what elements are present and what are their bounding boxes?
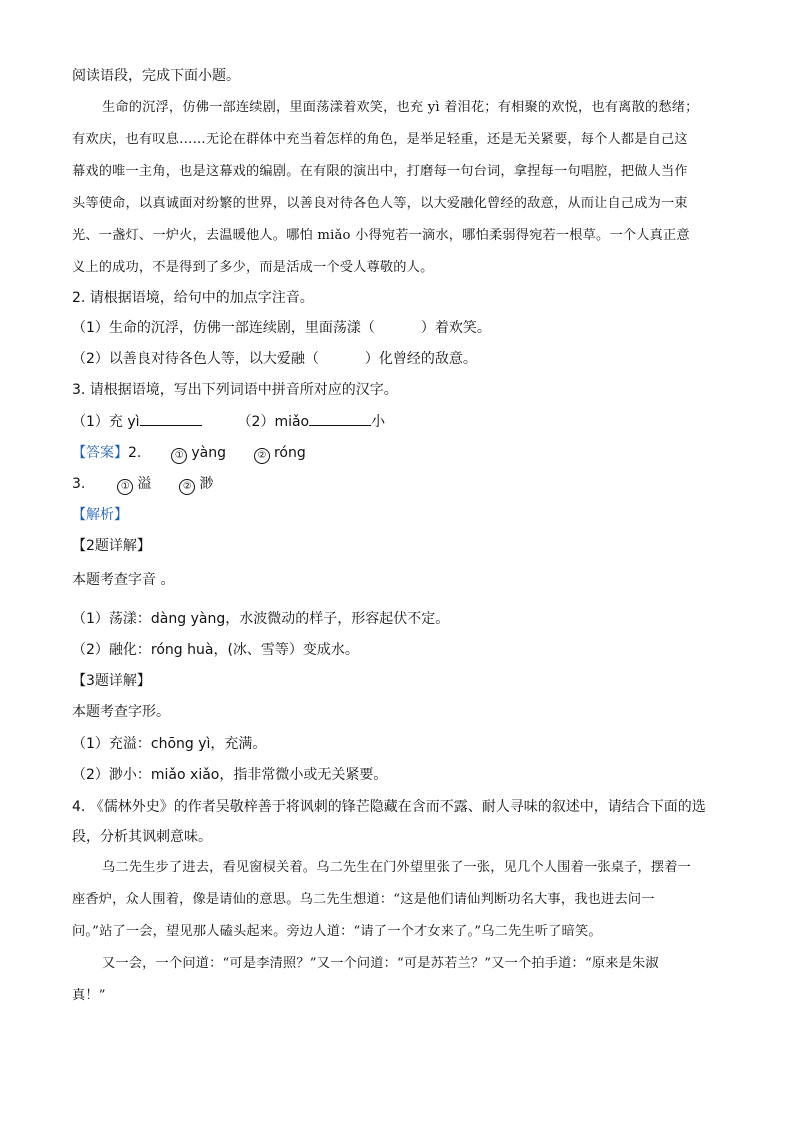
question-2-title: 2. 请根据语境，给句中的加点字注音。 <box>72 290 314 306</box>
circled-two-marker: ② <box>254 448 270 464</box>
circled-two-marker: ② <box>179 479 195 495</box>
q3-detail-item-1: （1）充溢：chōng yì，充满。 <box>72 736 267 752</box>
answer-3-num: 3. <box>72 476 86 492</box>
q3-detail-item-2: （2）渺小：miǎo xiǎo，指非常微小或无关紧要。 <box>72 767 388 783</box>
q2-detail-intro: 本题考查字音 。 <box>72 572 175 588</box>
q2-item1-text-b: ）着欢笑。 <box>420 320 491 336</box>
circled-one-marker: ① <box>117 479 133 495</box>
passage-line-4: 头等使命，以真诚面对纷繁的世界，以善良对待各色人等，以大爱融化曾经的敌意，从而让自己成为一束 <box>72 196 688 211</box>
q3-item-2: （2）miǎo <box>237 414 310 430</box>
answer-line-1 <box>72 443 306 464</box>
answer-3-2: 渺 <box>199 476 214 492</box>
q3-detail-intro: 本题考查字形。 <box>72 704 170 720</box>
q3-item-2-tail: 小 <box>371 414 386 430</box>
q2-item2-text-b: ）化曾经的敌意。 <box>364 351 477 367</box>
answer-3-1: 溢 <box>137 476 152 492</box>
q4-passage-line-3: 问。”站了一会，望见那人磕头起来。旁边人道：“请了一个才女来了。”乌二先生听了暗笑。 <box>72 924 602 939</box>
question-3-title: 3. 请根据语境，写出下列词语中拼音所对应的汉字。 <box>72 382 398 398</box>
analysis-tag: 【解析】 <box>72 507 128 523</box>
q2-detail-item-2: （2）融化：róng huà，(冰、雪等）变成水。 <box>72 642 359 658</box>
circled-one-marker: ① <box>171 448 187 464</box>
q3-blank-1 <box>140 412 202 426</box>
reading-instruction: 阅读语段，完成下面小题。 <box>72 68 240 84</box>
passage-line-3: 幕戏的唯一主角，也是这幕戏的编剧。在有限的演出中，打磨每一句台词，拿捏每一句唱腔，把做人当作 <box>72 164 688 179</box>
question-3-items <box>72 412 385 432</box>
answer-2-2: róng <box>273 445 306 461</box>
answer-line-2 <box>72 474 213 495</box>
question-4-line-2: 段，分析其讽刺意味。 <box>72 829 212 845</box>
question-4-line-1: 4. 《儒林外史》的作者吴敬梓善于将讽刺的锋芒隐藏在含而不露、耐人寻味的叙述中，请结合下面的选 <box>72 799 706 815</box>
q3-detail-heading: 【3题详解】 <box>72 673 151 689</box>
question-2-item-2 <box>72 349 477 369</box>
q2-item2-text-a: （2）以善良对待各色人等，以大爱融（ <box>72 351 319 367</box>
q4-passage-line-1: 乌二先生步了进去，看见窗棂关着。乌二先生在门外望里张了一张，见几个人围着一张桌子，摆着一 <box>102 860 692 875</box>
answer-tag: 【答案】 <box>72 445 128 461</box>
passage-line-2: 有欢庆，也有叹息……无论在群体中充当着怎样的角色，是举足轻重，还是无关紧要，每个人都是自己这 <box>72 132 688 147</box>
q2-item1-text-a: （1）生命的沉浮，仿佛一部连续剧，里面荡漾（ <box>72 320 375 336</box>
q4-passage-line-2: 座香炉，众人围着，像是请仙的意思。乌二先生想道：“这是他们请仙判断功名大事，我也进去问一 <box>72 892 655 907</box>
passage-line-5: 光、一盏灯、一炉火，去温暖他人。哪怕 miǎo 小得宛若一滴水，哪怕柔弱得宛若一根草。一个人真正意 <box>72 228 690 243</box>
q4-passage-line-5: 真！” <box>72 988 106 1003</box>
question-2-item-1 <box>72 318 491 338</box>
q2-detail-item-1: （1）荡漾：dàng yàng，水波微动的样子，形容起伏不定。 <box>72 611 450 627</box>
q2-detail-heading: 【2题详解】 <box>72 538 151 554</box>
answer-2-1: yàng <box>191 445 226 461</box>
q4-passage-line-4: 又一会，一个问道：“可是李清照？”又一个问道：“可是苏若兰？”又一个拍手道：“原来是朱淑 <box>102 956 659 971</box>
answer-2-num: 2. <box>128 445 142 461</box>
q3-item-1: （1）充 yì <box>72 414 140 430</box>
passage-line-6: 义上的成功，不是得到了多少，而是活成一个受人尊敬的人。 <box>72 260 434 275</box>
passage-line-1: 生命的沉浮，仿佛一部连续剧，里面荡漾着欢笑，也充 yì 着泪花；有相聚的欢悦，也有离散的愁绪； <box>102 100 699 115</box>
q3-blank-2 <box>309 412 371 426</box>
